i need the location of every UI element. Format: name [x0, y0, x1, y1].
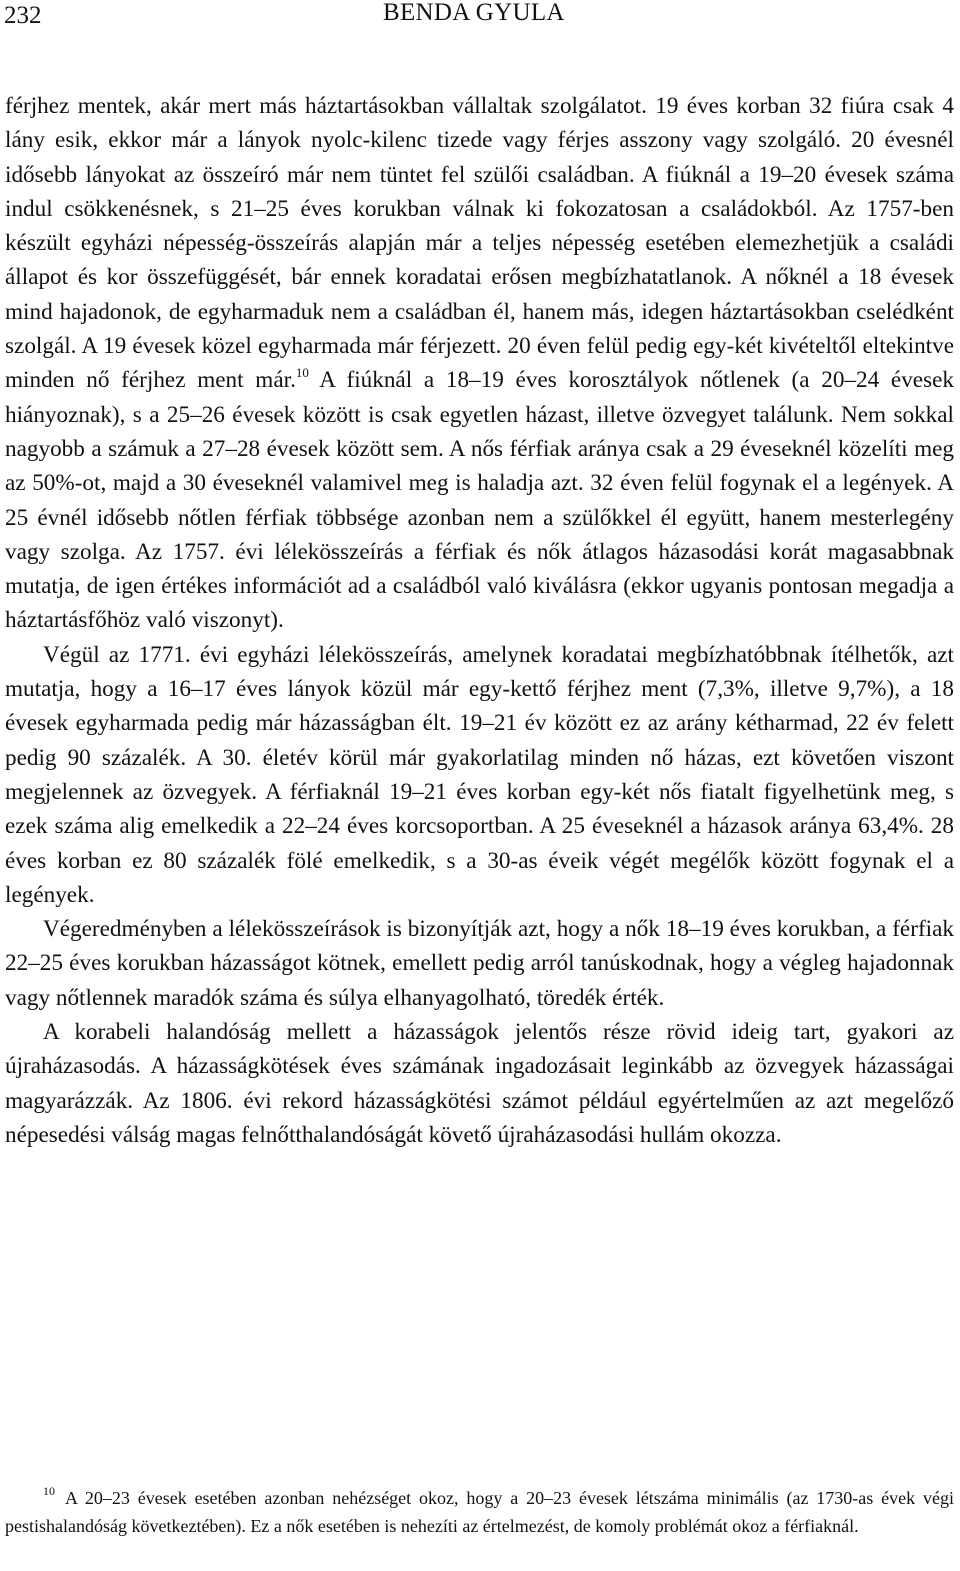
paragraph-1 [5, 89, 954, 638]
paragraph-4: A korabeli halandóság mellett a házasságok jelentős része rövid ideig tart, gyakori az újraházasodás. A házasságkötések éves számának ingadozásait leginkább az özvegyek házasságai magyarázzák. Az 1806. évi rekord házasságkötési számot például egyértelműen az azt megelőző népesedési válság magas felnőtthalandóságát követő újraházasodási hullám okozza. [5, 1019, 954, 1148]
paragraph-3: Végeredményben a lélekösszeírások is bizonyítják azt, hogy a nők 18–19 éves korukban, a férfiak 22–25 éves korukban házasságot kötnek, emellett pedig arról tanúskodnak, hogy a végleg hajadonnak vagy nőtlennek maradók száma és súlya elhanyagolható, töredék érték. [5, 916, 954, 1011]
footnote-text: A 20–23 évesek esetében azonban nehézséget okoz, hogy a 20–23 évesek létszáma minimális (az 1730-as évek végi pestishalandóság következtében). Ez a nők esetében is nehezíti az értelmezést, de komoly problémát okoz a férfiaknál. [5, 1488, 954, 1536]
paragraph-1-text-after: A fiúknál a 18–19 éves korosztályok nőtlenek (a 20–24 évesek hiányoznak), s a 25–26 évesek között is csak egyetlen házast, illetve özvegyet találunk. Nem sokkal nagyobb a számuk a 27–28 évesek között sem. A nős férfiak aránya csak a 29 éveseknél közelíti meg az 50%-ot, majd a 30 éveseknél valamivel meg is haladja azt. 32 éven felül fogynak el a legények. A 25 évnél idősebb nőtlen férfiak többsége azonban nem a szülőkkel él együtt, hanem mesterlegény vagy szolga. Az 1757. évi lélekösszeírás a férfiak és nők átlagos házasodási korát magasabbnak mutatja, de igen értékes információt ad a családból való kiválásra (ekkor ugyanis pontosan megadja a háztartásfőhöz való viszonyt). [5, 367, 954, 634]
running-head: BENDA GYULA [383, 0, 565, 26]
body-text [5, 89, 954, 1152]
footnote-reference[interactable]: 10 [295, 365, 309, 381]
footnote: 10 A 20–23 évesek esetében azonban nehézséget okoz, hogy a 20–23 évesek létszáma minimális (az 1730-as évek végi pestishalandóság következtében). Ez a nők esetében is nehezíti az értelmezést, de komoly problémát okoz a férfiaknál. [5, 1484, 954, 1536]
paragraph-1-text-before: férjhez mentek, akár mert más háztartásokban vállaltak szolgálatot. 19 éves korban 32 fiúra csak 4 lány esik, ekkor már a lányok nyolc-kilenc tizede vagy férjes asszony vagy szolgáló. 20 évesnél idősebb lányokat az összeíró már nem tüntet fel szülői családban. A fiúknál a 19–20 évesek száma indul csökkenésnek, s 21–25 éves korukban válnak ki fokozatosan a családokból. Az 1757-ben készült egyházi népesség-összeírás alapján már a teljes népesség esetében elemezhetjük a családi állapot és kor összefüggését, bár ennek koradatai erősen megbízhatatlanok. A nőknél a 18 évesek mind hajadonok, de egyharmaduk nem a családban él, hanem más, idegen háztartásokban cselédként szolgál. A 19 évesek közel egyharmada már férjezett. 20 éven felül pedig egy-két kivételtől eltekintve minden nő férjhez ment már. [5, 93, 954, 394]
paragraph-2: Végül az 1771. évi egyházi lélekösszeírás, amelynek koradatai megbízhatóbbnak ítélhetők, azt mutatja, hogy a 16–17 éves lányok közül már egy-kettő férjhez ment (7,3%, illetve 9,7%), a 18 évesek egyharmada pedig már házasságban élt. 19–21 év között ez az arány kétharmad, 22 év felett pedig 90 százalék. A 30. életév körül már gyakorlatilag minden nő házas, ezt követően viszont megjelennek az özvegyek. A férfiaknál 19–21 éves korban egy-két nős fiatalt figyelhetünk meg, s ezek száma alig emelkedik a 22–24 éves korcsoportban. A 25 éveseknél a házasok aránya 63,4%. 28 éves korban ez 80 százalék fölé emelkedik, s a 30-as éveik végét megélők között fogynak el a legények. [5, 641, 954, 908]
page-header [0, 0, 960, 40]
page-number: 232 [4, 2, 42, 29]
